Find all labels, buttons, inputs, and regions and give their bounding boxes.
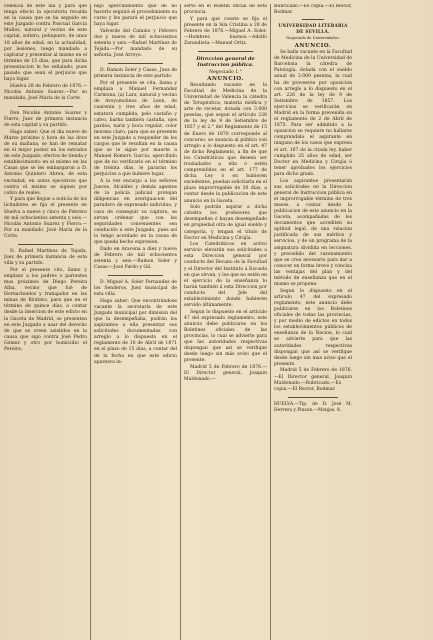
notice-title: ANUNCIO.	[294, 43, 332, 50]
section-divider	[198, 51, 253, 52]
text-paragraph: D. Miguel A. Soler Fernandez de los Senderos, Juez municipal de esta villa.	[94, 279, 177, 298]
column-1	[4, 4, 87, 640]
section-divider	[302, 19, 324, 20]
text-paragraph: Hago saber: Que encontrándose vacante la secretaría de este Juzgado municipal por dimision del que la desempeñaba, podrán los aspirantes a ella presentar sus solicitudes documentadas con arreglo a lo dispuesto en el reglamento de 10 de Abril de 1871 en el plazo de 15 días, a contar del de la fecha en que este edicto aparezca in-	[94, 298, 177, 365]
text-paragraph: Madrid 5 de Febrero de 1876.—El Director general, Joaquin Maldonado.—	[184, 365, 267, 383]
section-divider	[18, 106, 73, 107]
text-paragraph: Se halla vacante en la Facultad de Medicina de la Universidad de Barcelona la cátedra de Patología, dotada con el sueldo anual de 3.000 pesetas, la cual ha de proveerse por oposicion con arreglo a lo dispuesto en el art. 226 de la ley de 9 de Setiembre de 1857. Los ejercicios se verificarán en Madrid en la forma prevenida en el reglamento de 2 de Abril de 1875. Para ser admitido a la oposicion se requiere no hallarse comprendido el aspirante en ninguno de los casos que expresa el art. 167 de la citada ley, haber cumplido 25 años de edad, ser Doctor en Medicina y Cirujía ó tener aprobados los ejercicios para dicho grado.	[274, 50, 352, 177]
section-divider	[288, 397, 338, 398]
text-paragraph: Don Nicolás Antonio Suarez y Fierro, Juez de primera instancia de esta capital y su partido.	[4, 111, 87, 129]
notice-subheading: Negociado 1.°	[209, 69, 242, 75]
text-paragraph: bajo apercibimiento que de no hacerlo seguirá el procedimiento su curso y les parará el perjuicio que haya lugar.	[94, 4, 177, 28]
column-3	[180, 4, 267, 640]
text-paragraph: serto en el Boletín oficial de esta provincia.	[184, 4, 267, 16]
institution-heading: UNIVERSIDAD LITERARIA DE SEVILLA.	[278, 23, 348, 35]
text-paragraph: Resultando vacante en la Facultad de Medicina de la Universidad de Valencia la cátedra de Terapéutica, materia médica y arte de recetar, dotada con 3.000 pesetas, que segun el artículo 226 de la ley de 9 de Setiembre de 1857 y el 2.° del Reglamento de 15 de Enero de 1870 corresponde al concurso, se anuncia al público con arreglo a lo dispuesto en el art. 47 de dicho Reglamento, a fin de que los Catedráticos que deseen ser trasladados a ella ó estén comprendidos en el art. 177 de dicha Ley ó en hubieren excedentes, puedan solicitarla en el plazo improrrogable de 30 días, a contar desde la publicacion de este anuncio en la Gaceta.	[184, 82, 267, 204]
text-paragraph: Hago saber: Que el dia nueve de Marzo próximo y hora de las doce de su mañana, se han de rematar en el mejor postor en los estrados de este Juzgado, efectos de tienda y establecimiento en el mismo en las Casas que se les embargaron a D. Antonio Quintero Abreu, de esta vecindad, en autos ejecutivos que contra el mismo se siguen por cobro de reales.	[4, 129, 87, 196]
institution-subheading: Negociado de Universidades.	[286, 36, 340, 41]
text-paragraph: D. Ramon Soler y Casas, Juez de primera instancia de este partido.	[94, 68, 177, 80]
text-paragraph: Solo podrán aspirar a dicha cátedra los profesores que desempeñen ó hayan desempeñado en propiedad otra de igual sueldo y categoría, y tengan el título de Doctor en Medicina y Cirujía.	[184, 205, 267, 241]
text-paragraph: Valverde del Camino y Febrero dos y nueve de mil ochocientos setenta y seis.—Rafael Martínez de Tejada.—Por mandado de su señoría, José Arroyo.	[94, 28, 177, 59]
text-paragraph: Los aspirantes presentarán sus solicitudes en la Direccion general de Instruccion pública en el improrrogable término de tres meses, a contar desde la publicacion de este anuncio en la Gaceta, acompañadas de los documentos que acrediten su aptitud legal, de una relacion justificada de sus méritos y servicios, y de un programa de la asignatura dividida en lecciones, y precedido del razonamiento que se crea necesario para dar a conocer en forma breve y concisa las ventajas del plan y del método de enseñanza que en el mismo se propone.	[274, 178, 352, 288]
text-paragraph: Por el presente cito, llamo y emplazo a los padres o parientes mas próximos de Diego Pereira Alba, vecino que fué de Hornachuelos y trabajador en las minas de Riotinto, para que en el término de quince días, a contar desde la insercion de este edicto en la Gaceta de Madrid, se presenten en este Juzgado a usar del derecho de que se creen asistidos en la causa que sigo contra José Pedro Gómez y otro por homicidio el Pereira;	[4, 267, 87, 352]
text-paragraph: Rubricado.—Es copia.—El Rector, Bodmar.	[274, 4, 352, 16]
text-paragraph: Y para que conste se fija el presente en la Isla Cristina a 28 de Febrero de 1876.—Miguel A. Soler.—Hombres buenos.—Adolfo Zarandieta.—Manuel Ortiz.	[184, 16, 267, 47]
text-paragraph: D. Rafael Martínez de Tejada, Juez de primera instancia de esta villa y su partido.	[4, 248, 87, 267]
text-paragraph: Segun lo dispuesto en el artículo 47 del expresado reglamento, este anuncio debe publicarse en los Boletines oficiales de las provincias, lo cual se advierte para que las autoridades respectivas dispongan que así se verifique desde luego sin más aviso que el presente.	[184, 309, 267, 364]
printer-imprint: HUELVA.—Tip. de D. José M. Herrera y Pinzon.—Monjas, 8.	[274, 401, 352, 413]
notice-title: ANUNCIO.	[207, 76, 244, 83]
section-divider	[18, 244, 73, 245]
column-2	[90, 4, 177, 640]
section-heading: Direccion general de Instruccion pública.	[196, 56, 255, 69]
section-divider	[108, 63, 163, 64]
text-paragraph: Madrid 5 de Febrero de 1876.—El Director general, Joaquin Maldonado.—Rubricado.—Es copia.—El Rector, Bodmar.	[274, 368, 352, 392]
text-paragraph: Por el presente se cita, llama y emplaza a Manuel Fernandez Carmona, (a) Lara, natural y vecino de Aroyomolinos de Leon, de cuarenta y tres años de edad, estatura cumplida, pelo castaño y calvo, barba también castaña, ojos pardos, nariz y boca regular, color moreno claro, para que se presente en este Juzgado a responder de los cargos que le resultan en la causa que se le sigue por muerte a Manuel Romero Garcia; apercibido que de no verificarlo en el término de treinta días, le pararán los perjuicios a que hubiere lugar.	[94, 81, 177, 178]
text-paragraph: Huelva 28 de Febrero de 1876.—Nicolás Antonio Suarez.—Por su mandado, José María de la Corte.	[4, 83, 87, 101]
text-paragraph: Y para que llegue a noticia de los licitadores se fija el presente en Huelva a nueve y cinco de Febrero de mil ochocientos setenta y seis.—Nicolás Antonio Suarez y Fierro.—Por su mandado, José María de la Corte.	[4, 197, 87, 239]
text-paragraph: Segun lo dispuesto en el artículo 47 del expresado reglamento, este anuncio debe publicarse en los Boletines oficiales de todas las provincias, y por medio de edictos en todos los establecimientos públicos de enseñanza de la Nacion, lo cual se advierte para que las autoridades respectivas dispongan que así se verifique desde luego sin mas aviso que el presente.	[274, 288, 352, 367]
column-4	[270, 4, 352, 640]
text-paragraph: A la vez encargo a los señores Jueces, Alcaldes y demás agentes de la policía judicial protejan diligencias en averiguacion del paradero de expresado individuo, y caso de conseguir su captura, se sirvan ordenar que con las seguridades convenientes sea conducido a este Juzgado, pues así lo tengo acordado en la causa de que queda hecho expresion.	[94, 179, 177, 245]
section-divider	[108, 275, 163, 276]
text-paragraph: Los Catedráticos en activo servicio elevarán sus solicitudes a esta Direccion general por conducto del Decano de la Facultad y el Director del Instituto á Escuela en que sirvan, y los que no estén en el ejercicio de la enseñanza lo harán también á esta Direccion por conducto del Jefe del establecimiento donde hubieren servido últimamente.	[184, 242, 267, 309]
text-paragraph: videncia de este dia y para que tenga efecto la ejecutoria recaida en la causa que se ha seguido en este Juzgado contra Pascual García Muñoz, natural y vecino de este capital, soltero, peluquero, de unos 18 años de edad, en la actualidad, por lesiones, luego mandado a capturar y presentar al mismo en el término de 15 días, que para dicha presentacion le he señalado; pues pasado que sean el perjuicio que haya lugar.	[4, 4, 87, 83]
text-paragraph: Dado en Aracena a diez y nueve de Febrero de mil ochocientos setenta y seis.—Ramon Soler y Casas.—José Pardo y Gil.	[94, 246, 177, 270]
